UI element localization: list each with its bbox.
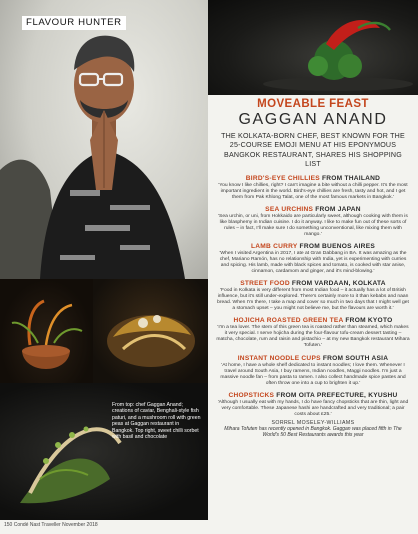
- item-heading: [216, 355, 410, 362]
- item-name: INSTANT NOODLE CUPS: [237, 354, 321, 362]
- fish-paturi-bowl-photo: [0, 279, 93, 383]
- item-heading: [216, 243, 410, 250]
- list-item: [216, 175, 410, 201]
- item-origin: FROM JAPAN: [315, 205, 361, 213]
- item-body: 'When I visited Argentina in 2017, I ate at Gran Dabbang in BA. It was amazing as the chef, Mariano Ramón, has no relationship with India, yet is experimenting with curries and spicing. His lamb, made with black spices and tomato, is cooked with star anise, cinnamon, cardamom and ginger, and it's mind-blowing.': [219, 250, 407, 275]
- section-tag: FLAVOUR HUNTER: [22, 16, 126, 30]
- item-origin: FROM OITA PREFECTURE, KYUSHU: [276, 391, 398, 399]
- item-name: BIRD'S-EYE CHILLIES: [245, 174, 320, 182]
- item-heading: [216, 206, 410, 213]
- item-body: 'Although I usually eat with my hands, I do have fancy chopsticks that are thin, light and very comfortable. These Japanese hashi are handcrafted and very traditional; a pair costs about £25.': [217, 399, 409, 417]
- list-item: [216, 317, 410, 349]
- item-heading: [216, 175, 410, 182]
- list-item: [216, 392, 410, 418]
- chef-portrait-photo: [0, 0, 208, 279]
- item-body: 'Sea urchin, or uni, from Hokkaido are particularly sweet, although cooking with them is like blasphemy in Indian cuisine. I do it anyway. I like to make fun out of these sorts of rules – in fact, I'll make sure I do something unconventional, like mixing them with mango.': [218, 213, 408, 237]
- list-item: [216, 355, 410, 387]
- item-name: CHOPSTICKS: [228, 391, 275, 399]
- caviar-creation-photo: [93, 279, 208, 383]
- item-name: SEA URCHINS: [265, 205, 314, 213]
- kicker: MOVEABLE FEAST: [257, 98, 369, 110]
- byline: SORREL MOSELEY-WILLIAMS: [271, 419, 355, 426]
- item-heading: [216, 392, 410, 399]
- item-body: 'At home, I have a whole shelf dedicated to instant noodles; I love them. Whenever I travel around South Asia, I buy ramens, Indian noodles, Maggi noodles. I'm just a massive noodle fan – from pasta to ramen. I also collect handmade spice pastes and often throw one into a cup to brighten it up.': [220, 362, 406, 386]
- item-name: HOJICHA ROASTED GREEN TEA: [233, 317, 344, 325]
- list-item: [216, 243, 410, 275]
- item-name: STREET FOOD: [240, 280, 290, 288]
- chilli-sorbet-photo: [208, 0, 418, 95]
- photo-caption: From top: chef Gaggan Anand; creations of caviar, Benghali-style fish paturi, and a mushroom roll with green peas at Gaggan restaurant in Bangkok. Top right, sweet chilli sorbet with basil and chocolate: [112, 402, 201, 441]
- item-heading: [216, 317, 410, 324]
- list-item: [216, 280, 410, 312]
- standfirst: THE KOLKATA-BORN CHEF, BEST KNOWN FOR THE 25-COURSE EMOJI MENU AT HIS EPONYMOUS BANGKOK RESTAURANT, SHARES HIS SHOPPING LIST: [221, 132, 405, 169]
- footnote: Mihara Tofuten has recently opened in Bangkok. Gaggan was placed fifth in The World's 50 Best Restaurants awards this year: [224, 425, 402, 438]
- item-body: 'Food in Kolkata is very different from most Indian food – it actually has a lot of British influence, but it's still under-explored. There's certainly more to it than kebabs and naan bread. When I'm there, I take a map and cover so much in two days that I might well get a stomach upset – you might not believe me, but the flavours are worth it.': [217, 288, 409, 312]
- article-title: GAGGAN ANAND: [238, 111, 388, 128]
- item-origin: FROM THAILAND: [322, 174, 381, 182]
- item-origin: FROM BUENOS AIRES: [299, 242, 375, 250]
- item-body: 'You know I like chillies, right? I can't imagine a bite without a chilli pepper. It's the most important ingredient in the world. Bird's-eye chillies are fresh, tasty and hot, and I get them from Pak Khlong Talat, one of the most famous markets in Bangkok.': [218, 182, 408, 200]
- page-folio: 150 Condé Nast Traveller November 2018: [4, 522, 98, 528]
- list-item: [216, 206, 410, 238]
- item-origin: FROM SOUTH ASIA: [322, 354, 389, 362]
- article-column: [208, 96, 418, 534]
- item-name: LAMB CURRY: [250, 242, 298, 250]
- item-origin: FROM VARDAAN, KOLKATA: [291, 280, 386, 288]
- item-heading: [216, 280, 410, 287]
- item-origin: FROM KYOTO: [345, 317, 393, 325]
- item-body: 'I'm a tea lover. The stem of this green tea is roasted rather than steamed, which makes it very special. I serve hojicha during the four-flavour tofu-cream dessert tasting – matcha, chocolate, rum and raisin and pistachio – at my new Bangkok restaurant Mihara Tofuten.': [216, 325, 410, 349]
